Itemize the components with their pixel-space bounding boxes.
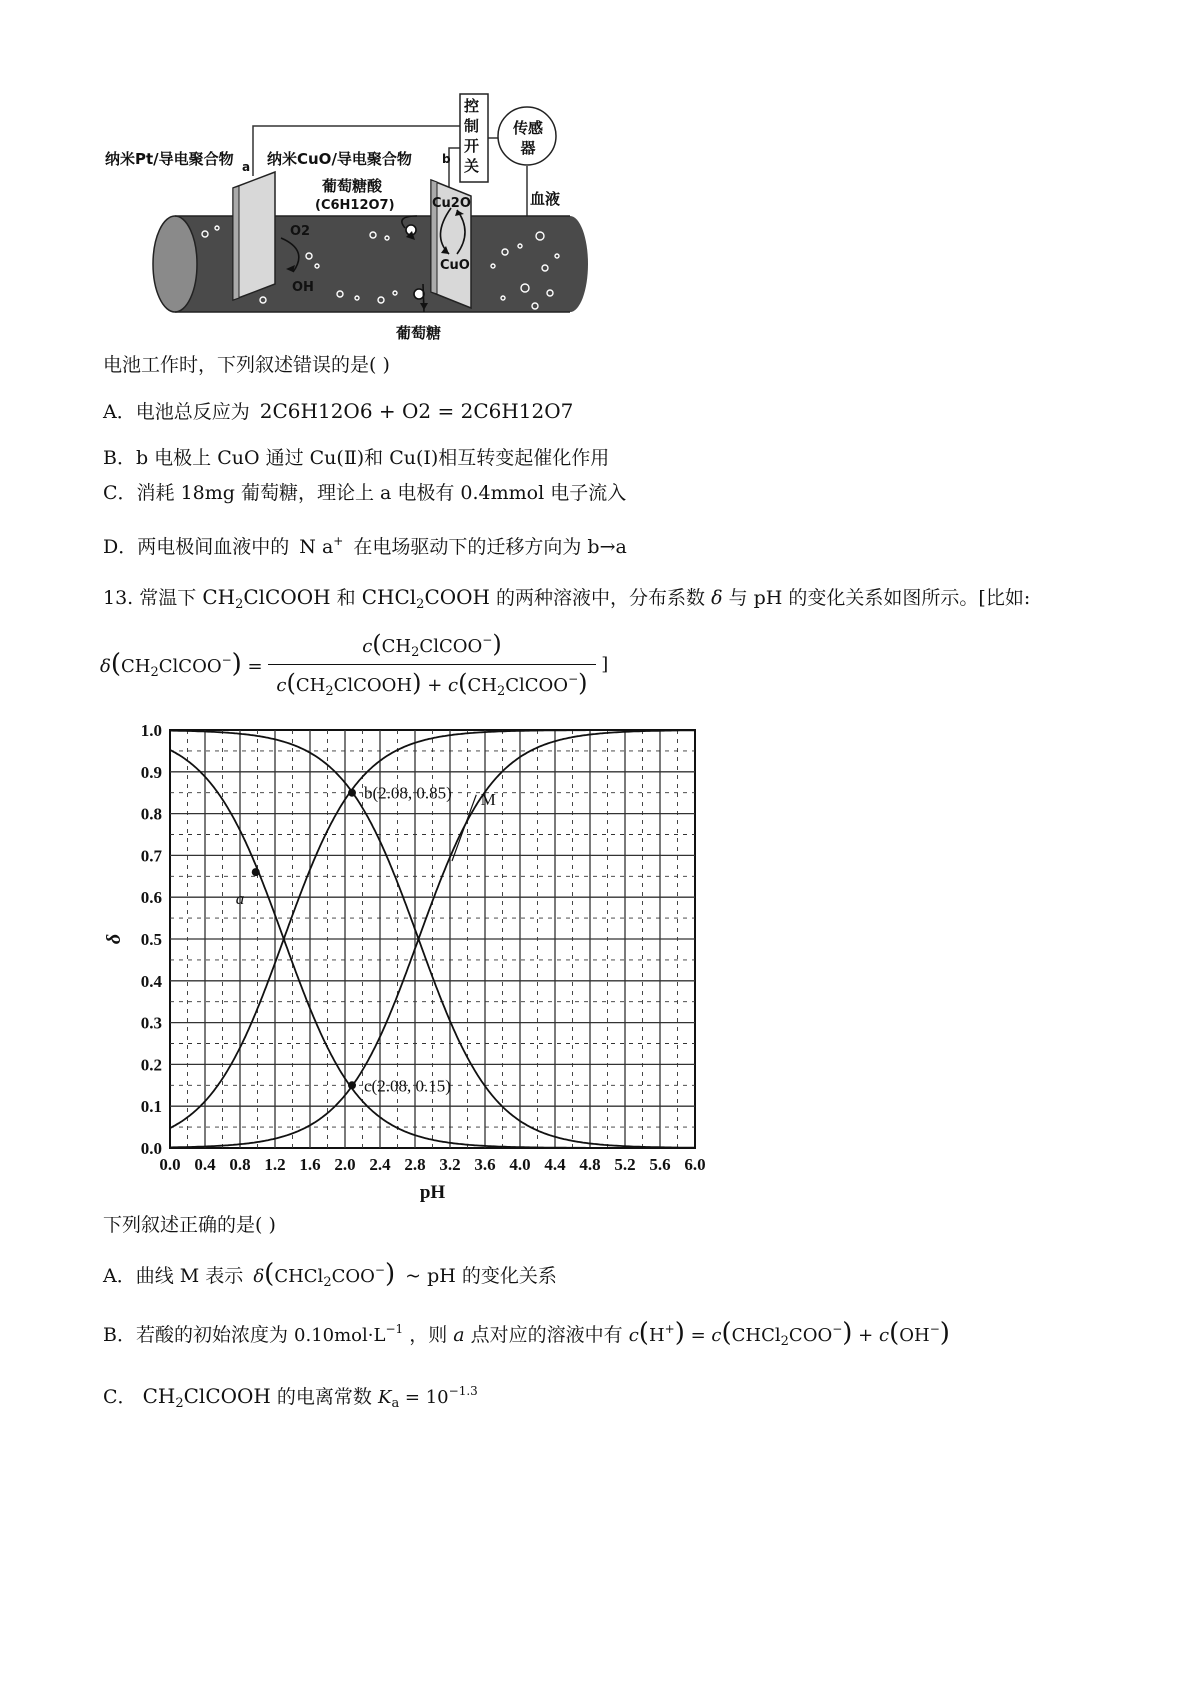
formula-denominator: $c(CH_2ClCOOH)$ + $c(CH_2ClCOO^-)$: [276, 669, 588, 699]
x-tick-label: 4.4: [544, 1155, 566, 1174]
q13-option-c-ka: $K_a = 10^{-1.3}$: [377, 1384, 478, 1411]
q12-option-d-prefix: D．两电极间血液中的: [103, 536, 290, 558]
q13-delta-symbol: δ: [711, 587, 723, 609]
y-tick-label: 0.4: [140, 971, 162, 991]
x-tick-label: 3.6: [474, 1155, 496, 1174]
x-tick-label: 6.0: [684, 1155, 706, 1174]
label-sensor: 传感器: [512, 119, 543, 157]
x-tick-label: 1.2: [264, 1155, 286, 1174]
x-tick-label: 0.4: [194, 1155, 216, 1174]
q12-option-a-prefix: A．电池总反应为: [103, 401, 250, 423]
y-axis-label: δ: [103, 933, 125, 945]
q13-option-c-prefix: C．: [103, 1386, 137, 1408]
y-tick-label: 1.0: [140, 721, 162, 740]
data-point-label: a: [235, 889, 245, 909]
y-tick-label: 0.5: [140, 930, 162, 949]
x-tick-label: 0.0: [159, 1155, 181, 1174]
q13-option-a-formula: δ(CHCl$_2$COO−): [253, 1259, 396, 1290]
y-tick-label: 0.2: [140, 1055, 162, 1075]
q12-option-a-formula: 2C6H12O6 + O2 = 2C6H12O7: [259, 399, 574, 423]
q13-stem-mid: 和: [336, 587, 356, 609]
q13-option-a-prefix: A．曲线 M 表示: [103, 1265, 244, 1287]
label-o2: O2: [290, 224, 311, 239]
label-electrode-a-material: 纳米Pt/导电聚合物: [105, 150, 234, 168]
q13-option-b-prefix: B．若酸的初始浓度为: [103, 1324, 288, 1346]
q12-option-b: B．b 电极上 CuO 通过 Cu(Ⅱ)和 Cu(Ⅰ)相互转变起催化作用: [103, 447, 610, 469]
label-electrode-a: a: [242, 160, 251, 174]
label-glucose: 葡萄糖: [396, 324, 442, 342]
x-tick-label: 2.0: [334, 1155, 356, 1174]
x-tick-label: 4.8: [579, 1155, 601, 1174]
x-tick-label: 5.2: [614, 1155, 636, 1174]
formula-close-bracket: ]: [601, 654, 609, 675]
formula-numerator: $c(CH_2ClCOO^-)$: [268, 630, 595, 665]
q13-stem-lead: 常温下: [139, 587, 197, 609]
q13-option-a: [103, 1257, 557, 1296]
data-point-label: c(2.08, 0.15): [364, 1076, 451, 1096]
q13-option-b-mid: ，则: [409, 1324, 448, 1346]
q13-option-c-mid: 的电离常数: [276, 1386, 372, 1408]
q13-option-b-equation: c(H+) = c(CHCl$_2$COO−) + c(OH−): [628, 1318, 950, 1349]
y-tick-label: 0.6: [140, 888, 162, 908]
q13-initial-conc: $0.10mol\cdot L^{-1}$: [294, 1322, 404, 1346]
q13-option-b-tail: 点对应的溶液中有: [470, 1324, 623, 1346]
q12-option-d: [103, 528, 627, 560]
q13-number: 13.: [103, 587, 134, 609]
glucose-fuel-cell-diagram: [95, 88, 635, 346]
q12-option-a: [103, 398, 573, 425]
x-tick-label: 3.2: [439, 1155, 461, 1174]
q13-definition-formula: [100, 630, 608, 699]
y-tick-label: 0.8: [140, 804, 162, 824]
data-point-marker: [348, 1081, 356, 1089]
data-point-label: b(2.08, 0.85): [364, 783, 452, 803]
q13-option-b: [103, 1316, 950, 1355]
q12-stem: 电池工作时，下列叙述错误的是( ): [103, 354, 390, 376]
q13-question: 下列叙述正确的是( ): [103, 1214, 276, 1236]
q13-stem-tail: 的两种溶液中，分布系数: [496, 587, 706, 609]
q13-stem-end: 与 pH 的变化关系如图所示。[比如:: [728, 587, 1031, 609]
y-tick-label: 0.0: [140, 1139, 162, 1158]
formula-fraction: [268, 630, 595, 699]
y-tick-label: 0.7: [140, 846, 162, 866]
formula-lhs: $\delta(CH_2ClCOO^-)$ =: [100, 649, 263, 680]
label-blood: 血液: [530, 190, 561, 208]
q13-stem: [103, 584, 1030, 618]
q13-acid-1: $CH_2ClCOOH$: [202, 585, 331, 612]
label-gluconic-acid: 葡萄糖酸: [322, 177, 383, 195]
label-electrode-b-material: 纳米CuO/导电聚合物: [267, 150, 412, 168]
q13-acid-2: CHCl$_2$COOH: [361, 585, 490, 612]
label-cu2o: Cu2O: [432, 196, 471, 211]
label-electrode-b: b: [442, 152, 451, 166]
distribution-coefficient-chart: [100, 715, 740, 1215]
x-tick-label: 5.6: [649, 1155, 671, 1174]
sodium-ion: N a+: [299, 534, 344, 558]
x-tick-label: 0.8: [229, 1155, 251, 1174]
q12-option-d-suffix: 在电场驱动下的迁移方向为 b→a: [353, 536, 627, 558]
x-tick-label: 4.0: [509, 1155, 531, 1174]
q13-option-c-acid: $CH_2ClCOOH$: [142, 1384, 271, 1411]
label-control-switch: 控制开关: [464, 97, 480, 175]
data-point-marker: [252, 868, 260, 876]
x-tick-label: 2.8: [404, 1155, 426, 1174]
y-tick-label: 0.9: [140, 762, 162, 782]
q12-option-c: C．消耗 18mg 葡萄糖，理论上 a 电极有 0.4mmol 电子流入: [103, 482, 627, 504]
label-cuo: CuO: [440, 258, 470, 273]
q13-option-a-suffix: ~ pH 的变化关系: [405, 1265, 557, 1287]
x-tick-label: 1.6: [299, 1155, 321, 1174]
y-tick-label: 0.3: [140, 1013, 162, 1033]
y-tick-label: 0.1: [140, 1097, 162, 1117]
x-tick-label: 2.4: [369, 1155, 391, 1174]
series-label: M: [480, 790, 496, 810]
label-oh: OH: [292, 280, 314, 295]
data-point-marker: [348, 789, 356, 797]
q13-option-c: [103, 1378, 478, 1417]
x-axis-label: pH: [419, 1182, 446, 1203]
label-gluconic-formula: (C6H12O7): [315, 198, 395, 213]
q13-option-b-point: a: [453, 1324, 465, 1346]
